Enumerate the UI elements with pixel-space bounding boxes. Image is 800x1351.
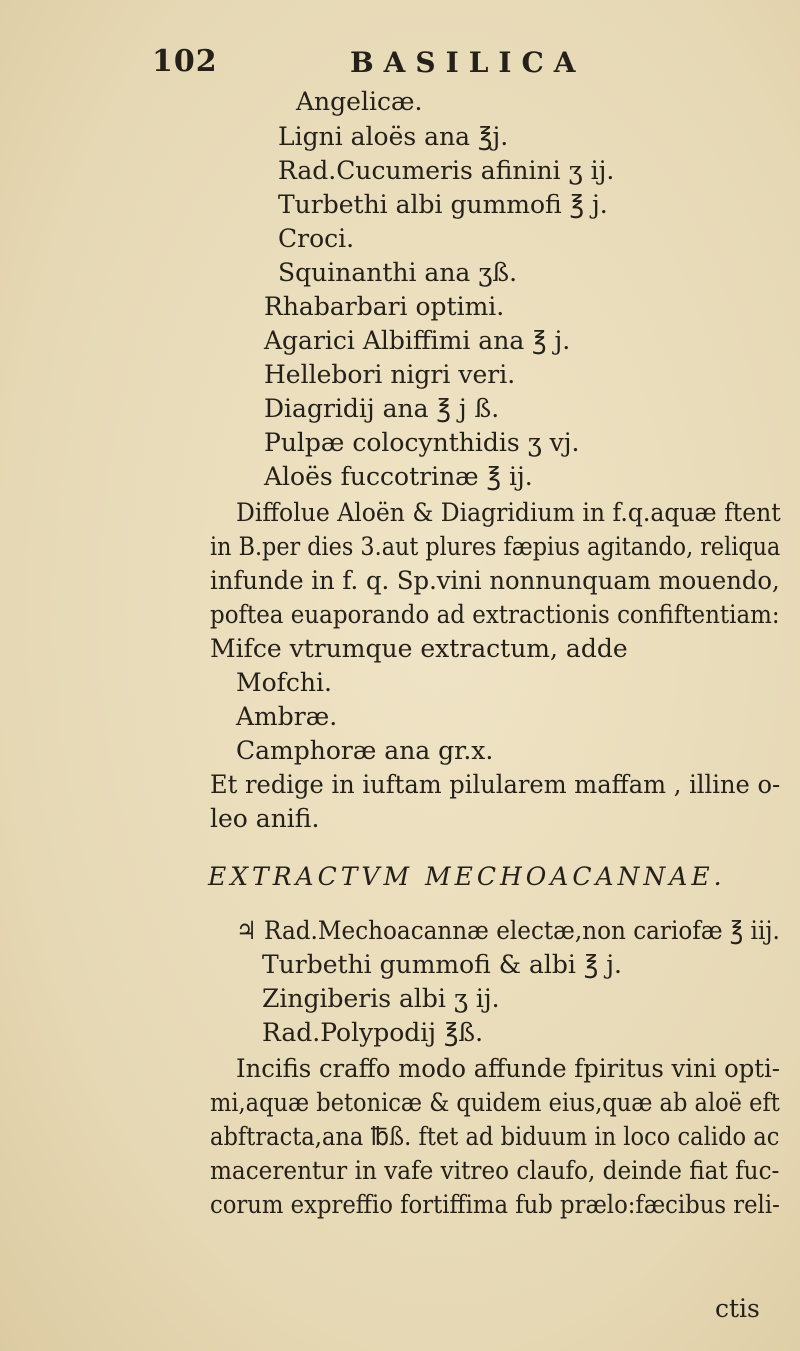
section-heading: EXTRACTVM MECHOACANNAE. bbox=[208, 862, 726, 891]
text-line: Hellebori nigri veri. bbox=[264, 360, 516, 389]
text-line: Mofchi. bbox=[236, 668, 332, 697]
text-line: Rad.Cucumeris afinini ʒ ij. bbox=[278, 156, 615, 185]
text-line: Incifis craffo modo affunde fpiritus vini opti- bbox=[236, 1054, 781, 1083]
text-line: leo anifi. bbox=[210, 804, 320, 833]
text-line: Angelicæ. bbox=[296, 87, 423, 116]
running-title: BASILICA bbox=[350, 46, 586, 79]
text-line: in B.per dies 3.aut plures fæpius agitando, reliqua bbox=[210, 532, 781, 561]
text-line: macerentur in vafe vitreo claufo, deinde fiat fuc- bbox=[210, 1156, 780, 1185]
catchword: ctis bbox=[715, 1294, 760, 1323]
text-line: Agarici Albiffimi ana ℥ j. bbox=[264, 326, 571, 355]
text-line: Ligni aloës ana ℥j. bbox=[278, 122, 509, 151]
text-line: Croci. bbox=[278, 224, 355, 253]
text-line: Diffolue Aloën & Diagridium in f.q.aquæ ftent bbox=[236, 498, 781, 527]
text-line: poftea euaporando ad extractionis confiftentiam: bbox=[210, 600, 780, 629]
text-line: Diagridij ana ℥ j ß. bbox=[264, 394, 500, 423]
text-line: Aloës fuccotrinæ ℥ ij. bbox=[264, 462, 533, 491]
text-line: Zingiberis albi ʒ ij. bbox=[262, 984, 500, 1013]
text-line: Rad.Polypodij ℥ß. bbox=[262, 1018, 484, 1047]
text-line: Camphoræ ana gr.x. bbox=[236, 736, 494, 765]
text-line: ♃ Rad.Mechoacannæ electæ,non cariofæ ℥ iij. bbox=[236, 916, 780, 945]
text-line: Pulpæ colocynthidis ʒ vj. bbox=[264, 428, 580, 457]
text-line: Rhabarbari optimi. bbox=[264, 292, 505, 321]
page-header bbox=[0, 40, 800, 80]
text-line: corum expreffio fortiffima fub prælo:fæcibus reli- bbox=[210, 1190, 780, 1219]
text-line: Turbethi albi gummofi ℥ j. bbox=[278, 190, 608, 219]
page-number: 102 bbox=[152, 44, 218, 79]
text-line: Squinanthi ana ʒß. bbox=[278, 258, 518, 287]
text-line: infunde in f. q. Sp.vini nonnunquam mouendo, bbox=[210, 566, 780, 595]
text-line: Ambræ. bbox=[236, 702, 338, 731]
text-line: Turbethi gummofi & albi ℥ j. bbox=[262, 950, 622, 979]
text-line: mi,aquæ betonicæ & quidem eius,quæ ab aloë eft bbox=[210, 1088, 780, 1117]
text-line: abftracta,ana ℔ß. ftet ad biduum in loco calido ac bbox=[210, 1122, 780, 1151]
text-line: Et redige in iuftam pilularem maffam , illine o- bbox=[210, 770, 781, 799]
text-line: Mifce vtrumque extractum, adde bbox=[210, 634, 628, 663]
